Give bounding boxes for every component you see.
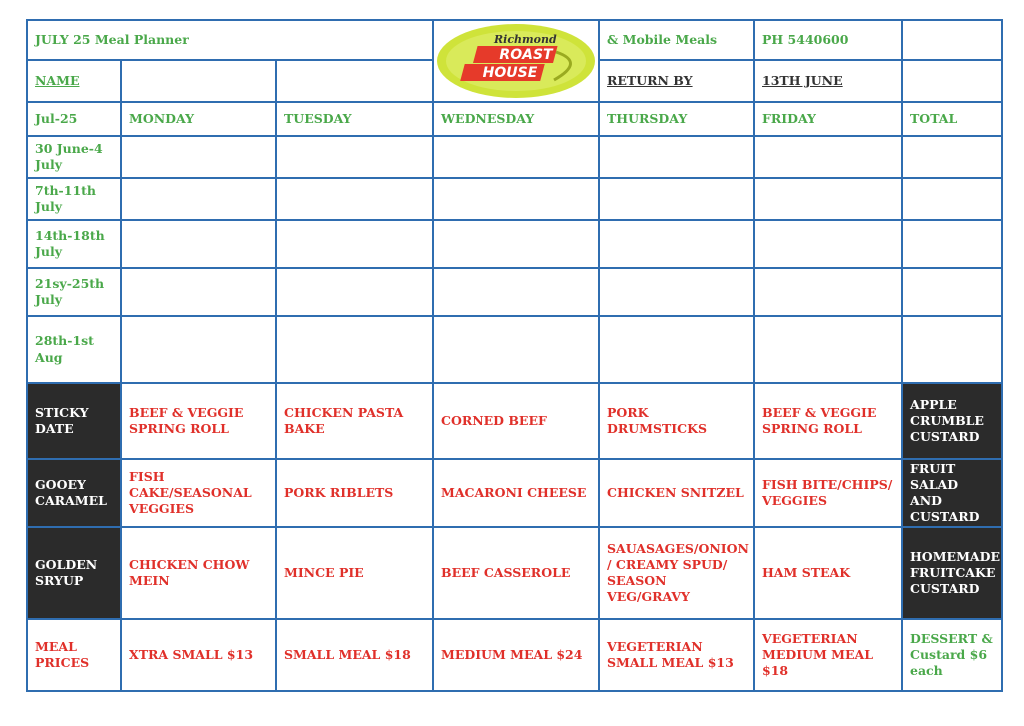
meal-item: CHICKEN SNITZEL: [599, 459, 754, 527]
order-cell[interactable]: [599, 220, 754, 268]
name-label: NAME: [27, 60, 121, 102]
order-cell[interactable]: [276, 136, 433, 178]
week-row: [27, 316, 1002, 383]
phone-number: PH 5440600: [754, 20, 902, 60]
week-label: 7th-11th July: [27, 178, 121, 220]
order-cell[interactable]: [599, 268, 754, 316]
meal-item: PORK RIBLETS: [276, 459, 433, 527]
month-label: Jul-25: [27, 102, 121, 136]
meal-item: CHICKEN PASTA BAKE: [276, 383, 433, 459]
name-field-extra[interactable]: [276, 60, 433, 102]
day-wednesday: WEDNESDAY: [433, 102, 599, 136]
order-cell[interactable]: [121, 178, 276, 220]
logo-richmond: Richmond: [494, 33, 557, 46]
side-dessert: APPLE CRUMBLE CUSTARD: [902, 383, 1002, 459]
name-row-blank: [902, 60, 1002, 102]
total-cell[interactable]: [902, 178, 1002, 220]
order-cell[interactable]: [121, 220, 276, 268]
order-cell[interactable]: [276, 268, 433, 316]
order-cell[interactable]: [433, 316, 599, 383]
meal-item: SAUASAGES/ONION / CREAMY SPUD/ SEASON VEG/GRAVY: [599, 527, 754, 619]
return-date: 13TH JUNE: [754, 60, 902, 102]
week-row: [27, 220, 1002, 268]
week-label: 28th-1st Aug: [27, 316, 121, 383]
prices-row: [27, 619, 1002, 691]
logo-cell: [433, 20, 599, 102]
order-cell[interactable]: [433, 136, 599, 178]
order-cell[interactable]: [433, 178, 599, 220]
price-item: MEDIUM MEAL $24: [433, 619, 599, 691]
total-cell[interactable]: [902, 316, 1002, 383]
meal-item: BEEF & VEGGIE SPRING ROLL: [121, 383, 276, 459]
week-row: [27, 136, 1002, 178]
meal-item: FISH BITE/CHIPS/ VEGGIES: [754, 459, 902, 527]
week-label: 30 June-4 July: [27, 136, 121, 178]
total-cell[interactable]: [902, 220, 1002, 268]
meal-item: HAM STEAK: [754, 527, 902, 619]
order-cell[interactable]: [754, 268, 902, 316]
dessert-label: STICKY DATE: [27, 383, 121, 459]
meal-planner-table: [26, 19, 1003, 692]
order-cell[interactable]: [599, 136, 754, 178]
order-cell[interactable]: [754, 316, 902, 383]
side-dessert: FRUIT SALAD AND CUSTARD: [902, 459, 1002, 527]
header-blank: [902, 20, 1002, 60]
dessert-label: GOOEY CARAMEL: [27, 459, 121, 527]
order-cell[interactable]: [121, 316, 276, 383]
meal-item: MACARONI CHEESE: [433, 459, 599, 527]
roast-house-logo: [436, 22, 596, 100]
price-item: VEGETERIAN SMALL MEAL $13: [599, 619, 754, 691]
logo-roast: ROAST: [499, 47, 553, 63]
week-row: [27, 268, 1002, 316]
days-row: [27, 102, 1002, 136]
order-cell[interactable]: [599, 178, 754, 220]
menu-row: [27, 527, 1002, 619]
menu-row: [27, 383, 1002, 459]
header-row: [27, 20, 1002, 60]
meal-item: CORNED BEEF: [433, 383, 599, 459]
order-cell[interactable]: [121, 136, 276, 178]
meal-item: BEEF & VEGGIE SPRING ROLL: [754, 383, 902, 459]
order-cell[interactable]: [433, 220, 599, 268]
meal-prices-label: MEAL PRICES: [27, 619, 121, 691]
order-cell[interactable]: [276, 178, 433, 220]
total-cell[interactable]: [902, 268, 1002, 316]
order-cell[interactable]: [433, 268, 599, 316]
meal-item: CHICKEN CHOW MEIN: [121, 527, 276, 619]
week-label: 14th-18th July: [27, 220, 121, 268]
meal-item: BEEF CASSEROLE: [433, 527, 599, 619]
total-cell[interactable]: [902, 136, 1002, 178]
day-monday: MONDAY: [121, 102, 276, 136]
total-label: TOTAL: [902, 102, 1002, 136]
order-cell[interactable]: [599, 316, 754, 383]
order-cell[interactable]: [754, 136, 902, 178]
mobile-meals-label: & Mobile Meals: [599, 20, 754, 60]
return-by-label: RETURN BY: [599, 60, 754, 102]
side-dessert: HOMEMADE FRUITCAKE CUSTARD: [902, 527, 1002, 619]
order-cell[interactable]: [754, 220, 902, 268]
week-label: 21sy-25th July: [27, 268, 121, 316]
menu-row: [27, 459, 1002, 527]
planner-title: JULY 25 Meal Planner: [27, 20, 433, 60]
week-row: [27, 178, 1002, 220]
dessert-price: DESSERT & Custard $6 each: [902, 619, 1002, 691]
dessert-label: GOLDEN SRYUP: [27, 527, 121, 619]
meal-item: PORK DRUMSTICKS: [599, 383, 754, 459]
logo-house: HOUSE: [482, 65, 538, 81]
price-item: VEGETERIAN MEDIUM MEAL $18: [754, 619, 902, 691]
order-cell[interactable]: [276, 220, 433, 268]
price-item: XTRA SMALL $13: [121, 619, 276, 691]
order-cell[interactable]: [121, 268, 276, 316]
price-item: SMALL MEAL $18: [276, 619, 433, 691]
meal-item: MINCE PIE: [276, 527, 433, 619]
meal-item: FISH CAKE/SEASONAL VEGGIES: [121, 459, 276, 527]
name-field[interactable]: [121, 60, 276, 102]
order-cell[interactable]: [276, 316, 433, 383]
day-tuesday: TUESDAY: [276, 102, 433, 136]
day-friday: FRIDAY: [754, 102, 902, 136]
order-cell[interactable]: [754, 178, 902, 220]
day-thursday: THURSDAY: [599, 102, 754, 136]
